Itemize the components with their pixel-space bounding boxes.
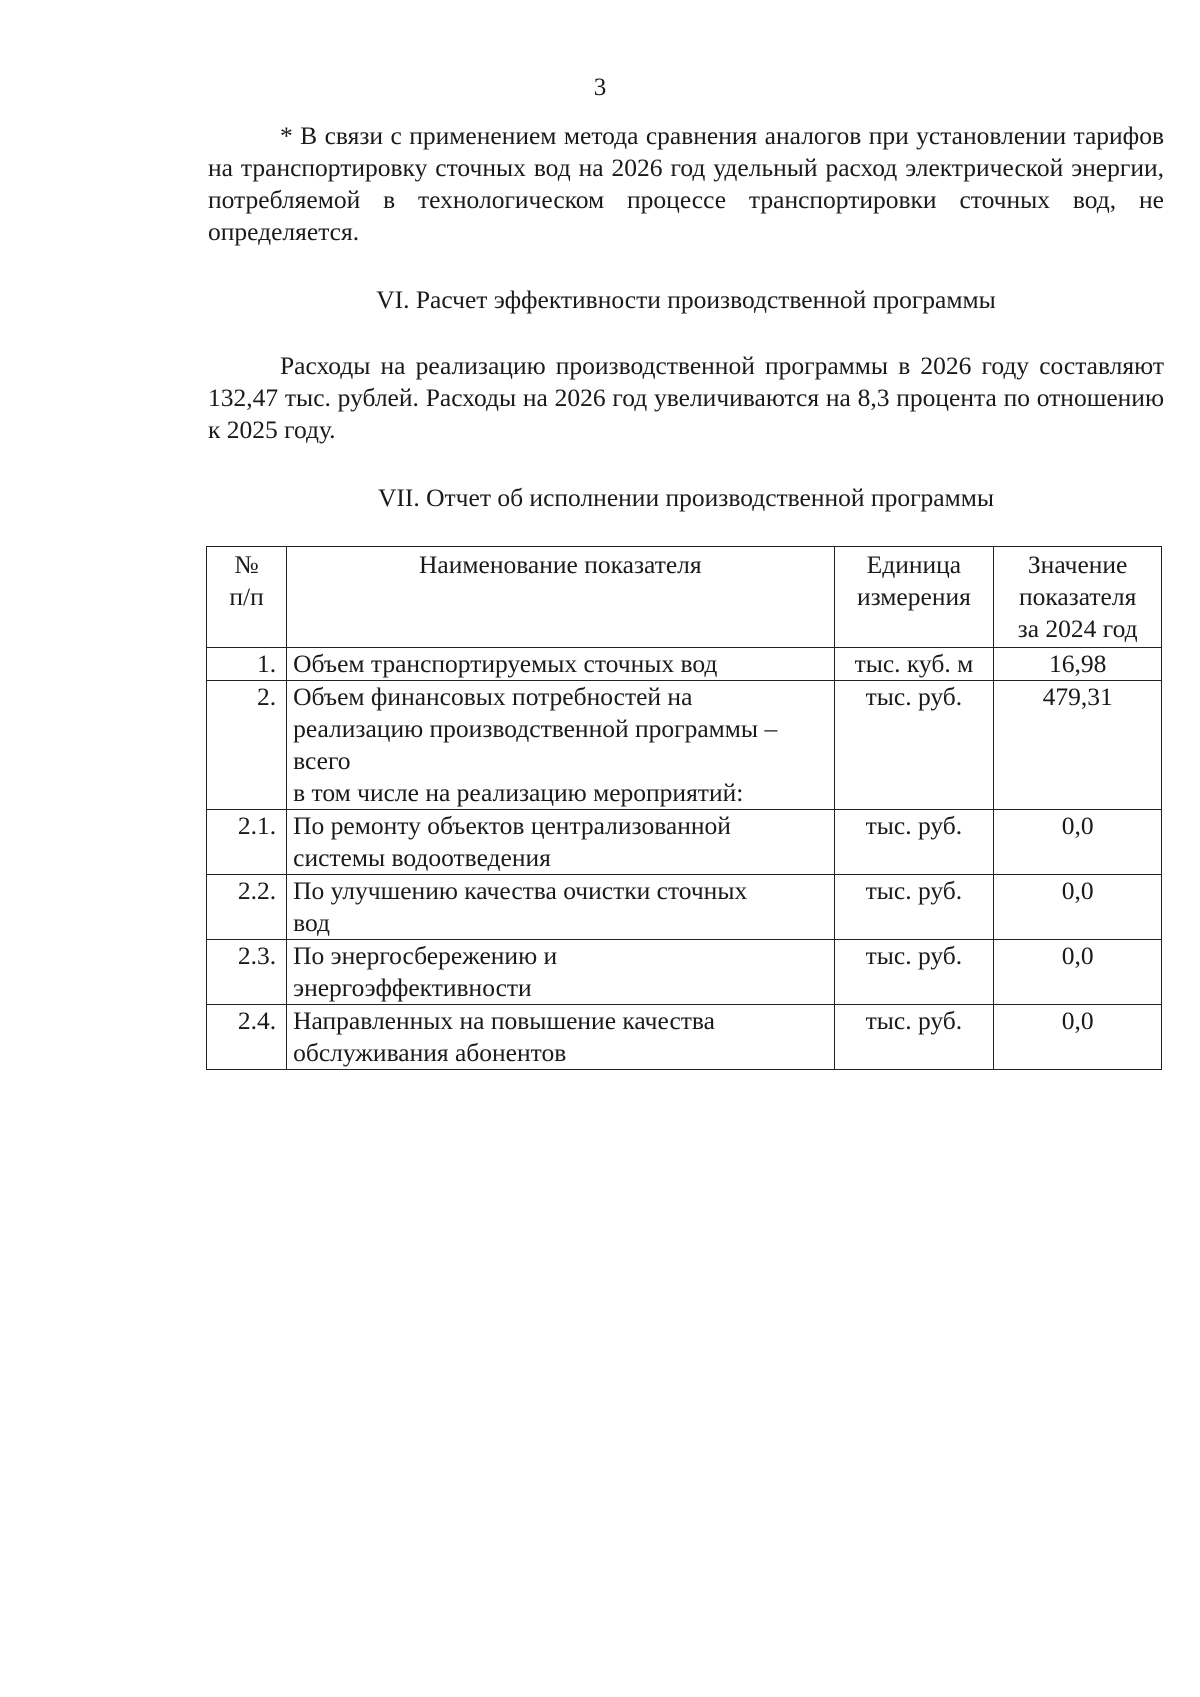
- table-row: [207, 810, 1162, 875]
- header-number-line: п/п: [229, 582, 264, 611]
- row-value: 16,98: [994, 648, 1162, 681]
- page-number: 3: [593, 74, 607, 101]
- row-number: 2.: [207, 681, 287, 810]
- row-unit: тыс. руб.: [834, 875, 994, 940]
- header-value: [994, 547, 1162, 648]
- row-number: 1.: [207, 648, 287, 681]
- row-name-line: энергоэффективности: [293, 973, 532, 1002]
- row-number: 2.4.: [207, 1005, 287, 1070]
- row-number: 2.2.: [207, 875, 287, 940]
- row-value: 0,0: [994, 1005, 1162, 1070]
- report-table: [206, 546, 1162, 1070]
- section-6-heading: VI. Расчет эффективности производственной программы: [376, 285, 996, 314]
- row-name-line: системы водоотведения: [293, 843, 551, 872]
- row-name-line: всего: [293, 746, 351, 775]
- row-name-line: вод: [293, 908, 330, 937]
- table-row: [207, 681, 1162, 810]
- row-name-line: По ремонту объектов централизованной: [293, 811, 731, 840]
- row-name: [287, 810, 834, 875]
- row-unit: тыс. руб.: [834, 681, 994, 810]
- row-name-line: Объем транспортируемых сточных вод: [293, 649, 718, 678]
- table-row: [207, 875, 1162, 940]
- row-name-line: Объем финансовых потребностей на: [293, 682, 693, 711]
- note-paragraph: * В связи с применением метода сравнения аналогов при установлении тарифов на транспортировку сточных вод на 2026 год удельный расход электрической энергии, потребляемой в технологическом процессе транспортировки сточных вод, не определяется.: [208, 121, 1164, 246]
- row-value: 479,31: [994, 681, 1162, 810]
- row-unit: тыс. руб.: [834, 940, 994, 1005]
- header-value-line: за 2024 год: [1017, 614, 1138, 643]
- header-unit-line: измерения: [856, 582, 971, 611]
- header-unit: [834, 547, 994, 648]
- row-number: 2.3.: [207, 940, 287, 1005]
- row-name-line: реализацию производственной программы –: [293, 714, 778, 743]
- header-unit-line: Единица: [866, 550, 962, 579]
- row-name-line: По энергосбережению и: [293, 941, 558, 970]
- header-number-line: №: [234, 550, 259, 579]
- row-number: 2.1.: [207, 810, 287, 875]
- section-7-heading: VII. Отчет об исполнении производственной программы: [377, 483, 995, 512]
- table-header-row: [207, 547, 1162, 648]
- row-unit: тыс. куб. м: [834, 648, 994, 681]
- row-name: [287, 1005, 834, 1070]
- row-name: [287, 681, 834, 810]
- row-name-line: обслуживания абонентов: [293, 1038, 567, 1067]
- table-row: [207, 648, 1162, 681]
- table-row: [207, 940, 1162, 1005]
- row-name: [287, 940, 834, 1005]
- header-value-line: Значение: [1027, 550, 1128, 579]
- table-row: [207, 1005, 1162, 1070]
- row-name: [287, 875, 834, 940]
- header-name: Наименование показателя: [287, 547, 834, 648]
- header-value-line: показателя: [1018, 582, 1137, 611]
- row-value: 0,0: [994, 940, 1162, 1005]
- row-name-line: в том числе на реализацию мероприятий:: [293, 778, 744, 807]
- row-unit: тыс. руб.: [834, 810, 994, 875]
- row-value: 0,0: [994, 875, 1162, 940]
- row-name: [287, 648, 834, 681]
- section-6-paragraph: Расходы на реализацию производственной программы в 2026 году составляют 132,47 тыс. рублей. Расходы на 2026 год увеличиваются на 8,3 процента по отношению к 2025 году.: [208, 351, 1164, 444]
- row-name-line: По улучшению качества очистки сточных: [293, 876, 748, 905]
- row-value: 0,0: [994, 810, 1162, 875]
- row-unit: тыс. руб.: [834, 1005, 994, 1070]
- header-number: [207, 547, 287, 648]
- row-name-line: Направленных на повышение качества: [293, 1006, 715, 1035]
